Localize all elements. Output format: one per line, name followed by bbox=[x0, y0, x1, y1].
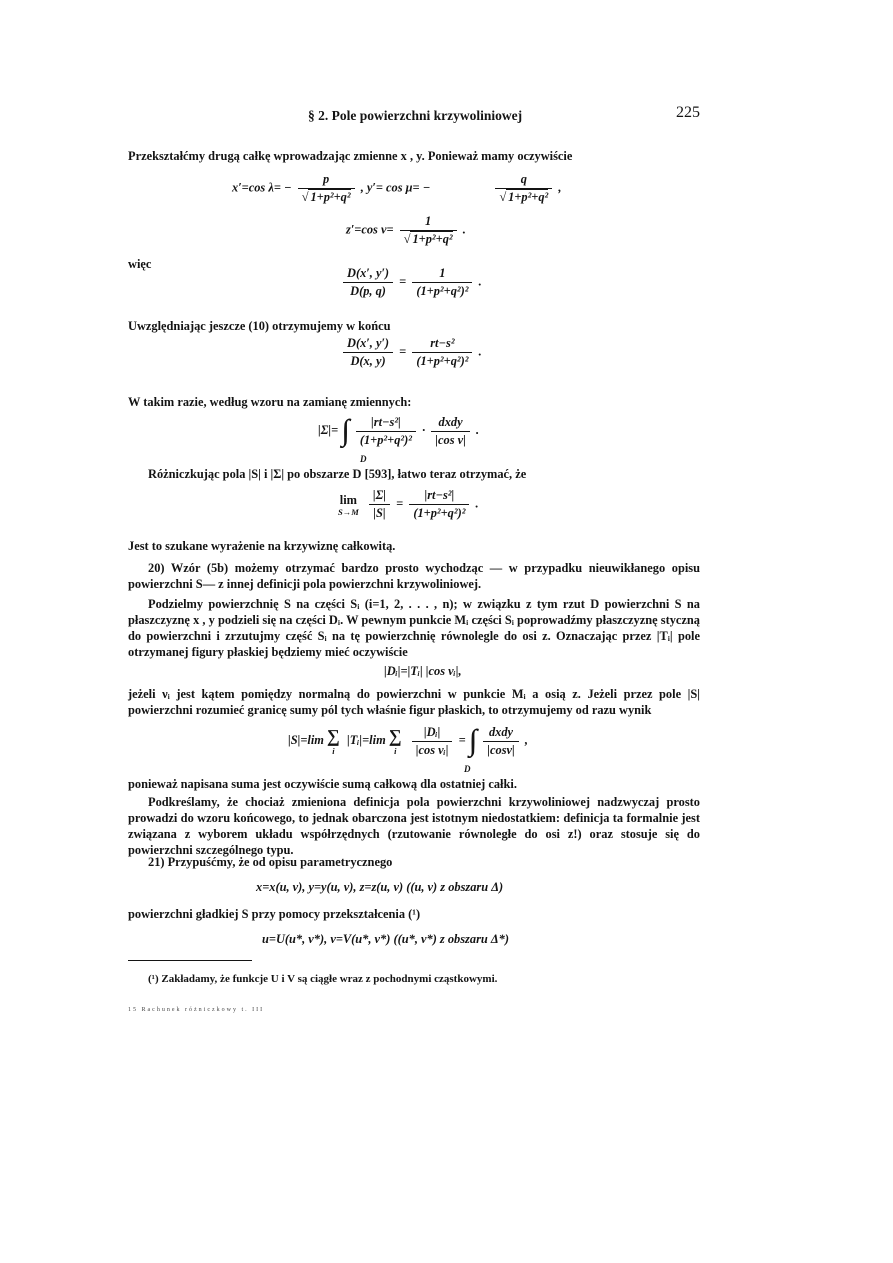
equation-direction-cosine-z bbox=[346, 214, 466, 247]
paragraph-emphasis: Podkreślamy, że chociaż zmieniona definicja pola powierzchni krzywoliniowej nadzwyczaj prosto prowadzi do wzoru końcowego, to jednak obarczona jest istotnym niedostatkiem: definicja ta formalnie jest związana z wyborem układu współrzędnych (rzutowanie równoległe do osi z!) oraz stosuje się do powierzchni szczególnego typu. bbox=[128, 795, 700, 857]
eq1-y-num: q bbox=[495, 172, 552, 189]
eq4-num-left: D(x′, y′) bbox=[343, 336, 393, 353]
paragraph-considering: Uwzględniając jeszcze (10) otrzymujemy w końcu bbox=[128, 319, 391, 333]
eq8-fraction-2 bbox=[483, 725, 518, 758]
eq8-sum-2 bbox=[389, 726, 402, 756]
eq8-sum-1-symbol: ∑ bbox=[327, 726, 340, 746]
footnote: (¹) Zakładamy, że funkcje U i V są ciągłe wraz z pochodnymi cząstkowymi. bbox=[148, 973, 498, 985]
eq8-den-2: |cosν| bbox=[487, 742, 515, 757]
eq3-equals: = bbox=[399, 274, 407, 289]
eq3-left-fraction bbox=[343, 266, 393, 299]
eq3-den-left: D(p, q) bbox=[350, 284, 386, 298]
eq8-equals: = bbox=[458, 732, 466, 747]
word-wiec: więc bbox=[128, 257, 152, 271]
eq1-x-den: 1+p²+q² bbox=[310, 190, 351, 204]
eq1-y-fraction: $\frac{q}{\text{√ 1+p²+q²}}$ bbox=[495, 172, 552, 205]
equation-parametric: x=x(u, v), y=y(u, v), z=z(u, v) ((u, v) z obszaru Δ) bbox=[256, 880, 504, 894]
eq1-x-fraction: $\frac{p}{\text{√ 1+p²+q²}}$ bbox=[298, 172, 355, 205]
eq8-sum-1-index: i bbox=[332, 746, 335, 756]
paragraph-partition: Podzielmy powierzchnię S na części Sᵢ (i=1, 2, . . . , n); w związku z tym rzut D powierzchni S na płaszczyznę x , y podzieli się na części Dᵢ. W pewnym punkcie Mᵢ części Sᵢ poprowadźmy płaszczyznę styczną do powierzchni i zrzutujmy część Sᵢ na tę powierzchnię równolegle do osi z. Oznaczając przez |Tᵢ| pole otrzymanej figury płaskiej będziemy mieć oczywiście bbox=[128, 597, 700, 659]
eq5-fraction-1 bbox=[356, 415, 416, 448]
equation-transformation: u=U(u*, v*), v=V(u*, v*) ((u*, v*) z obszaru Δ*) bbox=[262, 932, 509, 946]
eq3-den-right: (1+p²+q²)² bbox=[416, 284, 469, 298]
eq3-right-fraction bbox=[412, 266, 472, 299]
eq6-right-fraction bbox=[409, 488, 469, 521]
paragraph-item-21: 21) Przypuśćmy, że od opisu parametrycznego bbox=[148, 855, 393, 869]
eq6-equals: = bbox=[396, 496, 404, 511]
eq4-tail: . bbox=[478, 344, 482, 359]
paragraph-integral-sum: ponieważ napisana suma jest oczywiście sumą całkową dla ostatniej całki. bbox=[128, 777, 517, 791]
eq2-num: 1 bbox=[400, 214, 457, 231]
eq6-lim bbox=[338, 493, 359, 517]
eq8-num-2: dxdy bbox=[483, 725, 518, 742]
eq1-x-num: p bbox=[298, 172, 355, 189]
footnote-rule bbox=[128, 960, 252, 961]
eq6-den-right: (1+p²+q²)² bbox=[413, 506, 466, 520]
running-header bbox=[148, 104, 700, 130]
paragraph-intro: Przekształćmy drugą całkę wprowadzając zmienne x , y. Ponieważ mamy oczywiście bbox=[128, 149, 573, 163]
eq5-den-1: (1+p²+q²)² bbox=[359, 432, 412, 447]
equation-curvature-limit bbox=[338, 488, 479, 521]
section-title: § 2. Pole powierzchni krzywoliniowej bbox=[308, 108, 523, 123]
equation-area-limit-sum bbox=[288, 724, 528, 774]
eq3-num-left: D(x′, y′) bbox=[343, 266, 393, 283]
eq4-right-fraction bbox=[412, 336, 472, 369]
eq8-sum-1 bbox=[327, 726, 340, 756]
eq1-tail: , bbox=[558, 180, 562, 195]
eq8-num-1: |Dᵢ| bbox=[412, 725, 453, 742]
eq5-num-2: dxdy bbox=[431, 415, 470, 432]
eq5-fraction-2 bbox=[431, 415, 470, 448]
paragraph-normal-angle: jeżeli νᵢ jest kątem pomiędzy normalną do powierzchni w punkcie Mᵢ a osią z. Jeżeli przez pole |S| powierzchni rozumieć granicę sumy pól tych właśnie figur płaskich, to otrzymujemy od razu wynik bbox=[128, 687, 700, 717]
eq5-tail: . bbox=[475, 422, 480, 437]
eq2-den: 1+p²+q² bbox=[412, 232, 453, 246]
equation-sigma-integral bbox=[318, 414, 479, 464]
eq8-mid: |Tᵢ|=lim bbox=[347, 732, 386, 747]
equation-jacobian-xy bbox=[340, 336, 482, 369]
eq8-den-1: |cos νᵢ| bbox=[415, 742, 449, 757]
eq6-tail: . bbox=[475, 496, 479, 511]
eq1-y-lhs: , y′= cos μ= − bbox=[360, 180, 431, 195]
eq5-lhs: |Σ|= bbox=[318, 422, 339, 437]
paragraph-conclusion: Jest to szukane wyrażenie na krzywiznę całkowitą. bbox=[128, 539, 396, 553]
eq8-lhs: |S|=lim bbox=[288, 732, 324, 747]
eq1-y-den: 1+p²+q² bbox=[508, 190, 549, 204]
eq4-num-right: rt−s² bbox=[412, 336, 472, 353]
eq6-num-left: |Σ| bbox=[369, 488, 390, 505]
eq4-equals: = bbox=[399, 344, 407, 359]
eq8-sum-2-index: i bbox=[394, 746, 397, 756]
eq6-lim-under: S→M bbox=[338, 506, 359, 517]
equation-direction-cosines-xy bbox=[232, 172, 562, 205]
equation-projection-area: |Dᵢ|=|Tᵢ| |cos νᵢ|, bbox=[384, 664, 462, 678]
eq3-tail: . bbox=[478, 274, 482, 289]
eq8-fraction-1 bbox=[412, 725, 453, 758]
eq5-domain-label: D bbox=[360, 454, 367, 464]
eq8-sum-2-symbol: ∑ bbox=[388, 726, 402, 746]
eq3-num-right: 1 bbox=[412, 266, 472, 283]
paragraph-differentiating: Różniczkując pola |S| i |Σ| po obszarze D [593], łatwo teraz otrzymać, że bbox=[148, 467, 527, 481]
equation-jacobian-pq bbox=[340, 266, 482, 299]
paragraph-substitution: W takim razie, według wzoru na zamianę zmiennych: bbox=[128, 395, 412, 409]
eq5-den-2: |cos ν| bbox=[435, 432, 466, 447]
eq6-den-left: |S| bbox=[373, 506, 386, 520]
eq4-den-left: D(x, y) bbox=[350, 354, 386, 368]
eq2-lhs: z′=cos ν= bbox=[346, 222, 394, 237]
eq6-num-right: |rt−s²| bbox=[409, 488, 469, 505]
eq6-left-fraction bbox=[369, 488, 390, 521]
eq2-fraction: $\frac{1}{\text{√ 1+p²+q²}}$ bbox=[400, 214, 457, 247]
eq4-left-fraction bbox=[343, 336, 393, 369]
eq1-x-lhs: x′=cos λ= − bbox=[232, 180, 292, 195]
eq2-tail: . bbox=[462, 222, 466, 237]
eq8-domain-label: D bbox=[464, 764, 471, 774]
printer-signature: 15 Rachunek różniczkowy t. III bbox=[128, 1007, 265, 1013]
eq5-num-1: |rt−s²| bbox=[356, 415, 416, 432]
paragraph-smooth-surface: powierzchni gładkiej S przy pomocy przekształcenia (¹) bbox=[128, 907, 421, 921]
eq4-den-right: (1+p²+q²)² bbox=[416, 354, 469, 368]
paragraph-item-20: 20) Wzór (5b) możemy otrzymać bardzo prosto wychodząc — w przypadku nieuwikłanego opisu powierzchni S— z innej definicji pola powierzchni krzywoliniowej. bbox=[128, 561, 700, 591]
eq8-tail: , bbox=[524, 732, 528, 747]
eq5-dot: · bbox=[422, 422, 426, 437]
eq6-lim-word: lim bbox=[339, 492, 357, 507]
page-number: 225 bbox=[676, 104, 700, 121]
